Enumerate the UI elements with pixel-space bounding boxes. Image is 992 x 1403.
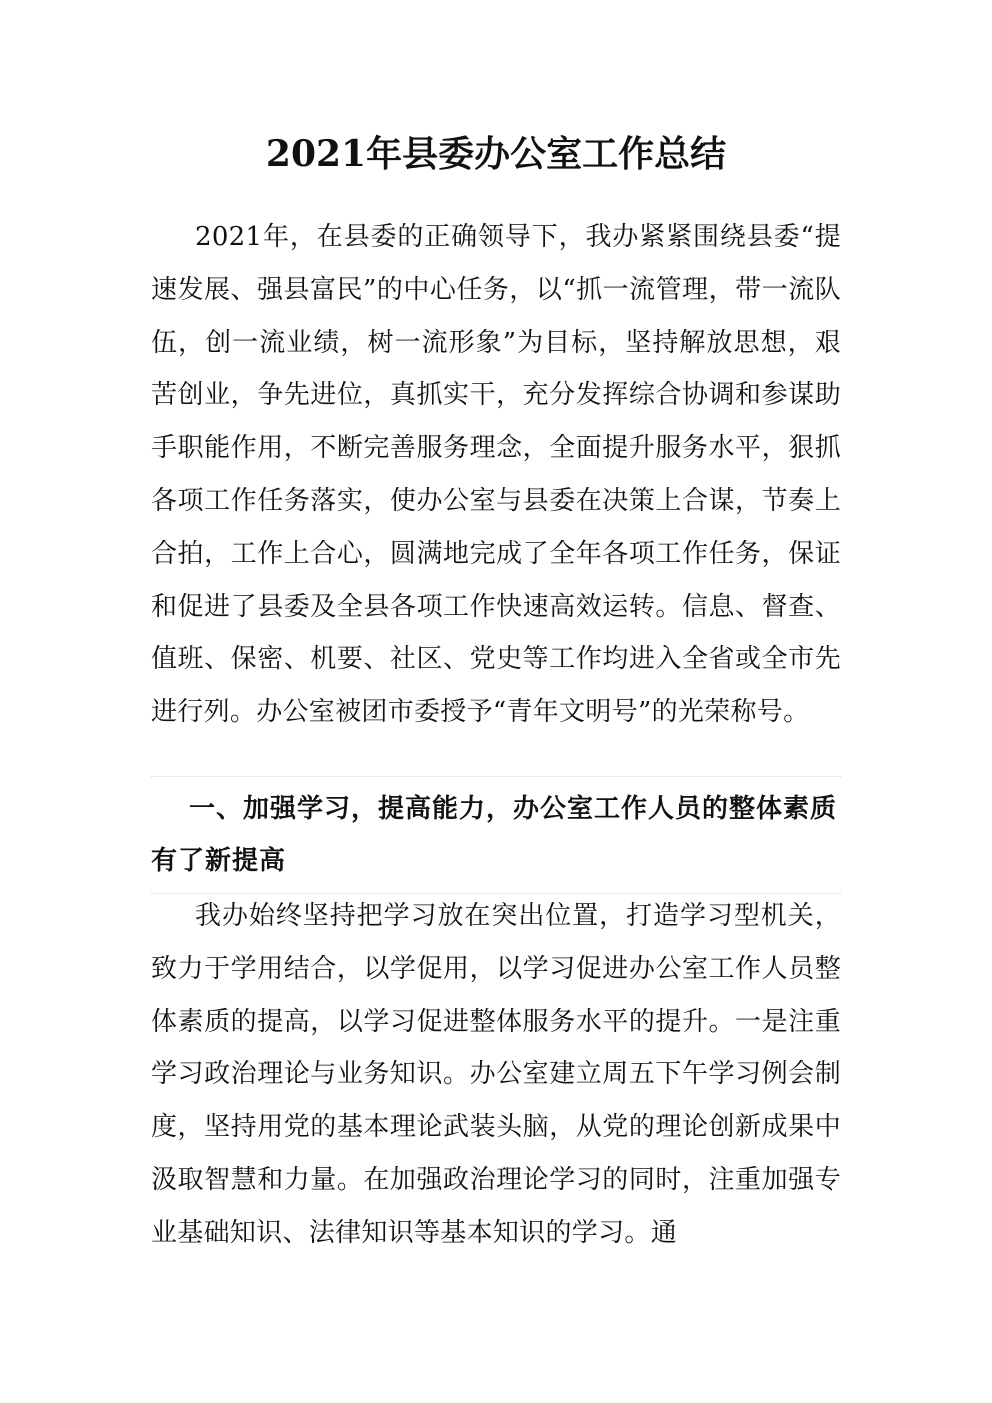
intro-paragraph: 2021年，在县委的正确领导下，我办紧紧围绕县委“提速发展、强县富民”的中心任务，以“抓一流管理，带一流队伍，创一流业绩，树一流形象”为目标，坚持解放思想，艰苦创业，争先进位，真抓实干，充分发挥综合协调和参谋助手职能作用，不断完善服务理念，全面提升服务水平，狠抓各项工作任务落实，使办公室与县委在决策上合谋，节奏上合拍，工作上合心，圆满地完成了全年各项工作任务，保证和促进了县委及全县各项工作快速高效运转。信息、督查、值班、保密、机要、社区、党史等工作均进入全省或全市先进行列。办公室被团市委授予“青年文明号”的光荣称号。	[151, 222, 841, 728]
section-paragraph: 我办始终坚持把学习放在突出位置，打造学习型机关，致力于学用结合，以学促用，以学习促进办公室工作人员整体素质的提高，以学习促进整体服务水平的提升。一是注重学习政治理论与业务知识。办公室建立周五下午学习例会制度，坚持用党的基本理论武装头脑，从党的理论创新成果中汲取智慧和力量。在加强政治理论学习的同时，注重加强专业基础知识、法律知识等基本知识的学习。通	[151, 901, 841, 1248]
section-heading-block	[151, 776, 841, 894]
document-title: 2021年县委办公室工作总结	[265, 133, 727, 175]
section-heading: 一、加强学习，提高能力，办公室工作人员的整体素质有了新提高	[151, 794, 838, 876]
